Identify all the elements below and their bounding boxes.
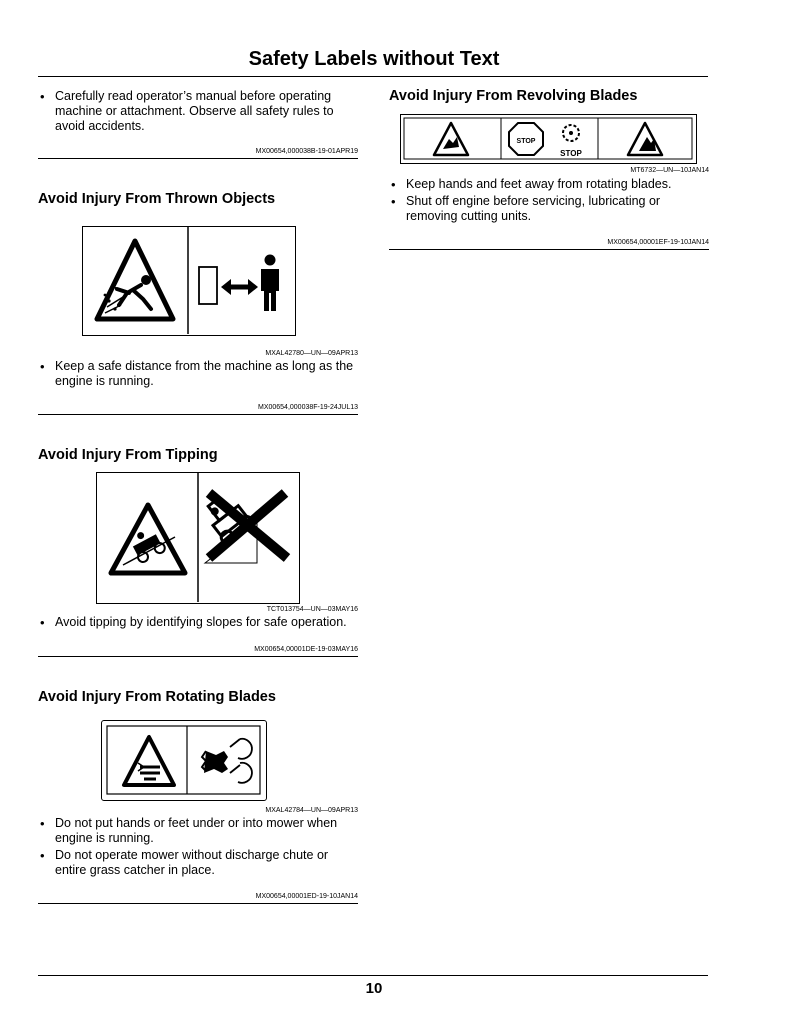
rotating-heading: Avoid Injury From Rotating Blades [38,689,276,705]
rotating-rule [38,903,358,904]
rotating-image-ref: MXAL42784—UN—09APR13 [265,807,358,814]
stop-label-1: STOP [516,138,536,145]
tipping-image-ref: TCT013754—UN—03MAY16 [266,606,358,613]
thrown-rule [38,414,358,415]
tipping-bullets [38,615,360,632]
intro-rule [38,158,358,159]
rotating-pictogram [102,721,265,799]
thrown-bullet-1: • Keep a safe distance from the machine as long as the engine is running. [38,359,360,389]
tipping-rule [38,656,358,657]
tipping-ref: MX00654,00001DE-19-03MAY16 [254,646,358,653]
machine-icon [199,267,217,304]
stop-octagon-icon [509,123,543,155]
rotating-ref: MX00654,00001ED-19-10JAN14 [255,893,358,900]
rotating-bullet-2: • Do not operate mower without discharge chute or entire grass catcher in place. [38,848,360,878]
title-rule [38,76,708,77]
thrown-ref: MX00654,000038F-19-24JUL13 [257,404,358,411]
thrown-objects-pictogram [83,227,294,334]
intro-ref: MX00654,000038B-19-01APR19 [255,148,358,155]
revolving-bullet-2: • Shut off engine before servicing, lubricating or removing cutting units. [389,194,711,224]
rotating-bullets [38,816,360,880]
warning-triangle-icon [434,123,468,155]
tipping-safety-label [96,472,300,604]
footer-rule [38,975,708,976]
thrown-image-ref: MXAL42780—UN—09APR13 [265,350,358,357]
double-arrow-icon [221,279,258,295]
hand-blade-icon [202,751,228,773]
warning-triangle-icon [97,241,173,319]
revolving-blade-icon [563,125,579,141]
revolving-heading: Avoid Injury From Revolving Blades [389,88,638,104]
stop-label-2: STOP [560,149,582,158]
prohibition-x-icon [209,493,287,558]
revolving-safety-label [400,114,697,164]
thrown-bullets [38,359,360,391]
thrown-objects-safety-label [82,226,296,336]
revolving-bullet-1: • Keep hands and feet away from rotating blades. [389,177,711,192]
revolving-pictogram [401,115,695,162]
intro-bullets [38,89,360,136]
rotating-safety-label [101,720,267,801]
revolving-bullets [389,177,711,226]
intro-bullet-1: • Carefully read operator’s manual before operating machine or attachment. Observe all safety rules to avoid accidents. [38,89,360,134]
tipping-bullet-1: • Avoid tipping by identifying slopes for safe operation. [38,615,360,630]
tipping-heading: Avoid Injury From Tipping [38,447,218,463]
tipping-pictogram [97,473,298,602]
page-number: 10 [365,980,383,997]
thrown-heading: Avoid Injury From Thrown Objects [38,191,276,207]
page-title: Safety Labels without Text [248,48,500,70]
person-icon [261,255,279,312]
revolving-image-ref: MT6732—UN—10JAN14 [630,167,709,174]
revolving-rule [389,249,709,250]
rotating-blade-icon [238,739,252,759]
rotating-bullet-1: • Do not put hands or feet under or into mower when engine is running. [38,816,360,846]
revolving-ref: MX00654,00001EF-19-10JAN14 [607,239,709,246]
